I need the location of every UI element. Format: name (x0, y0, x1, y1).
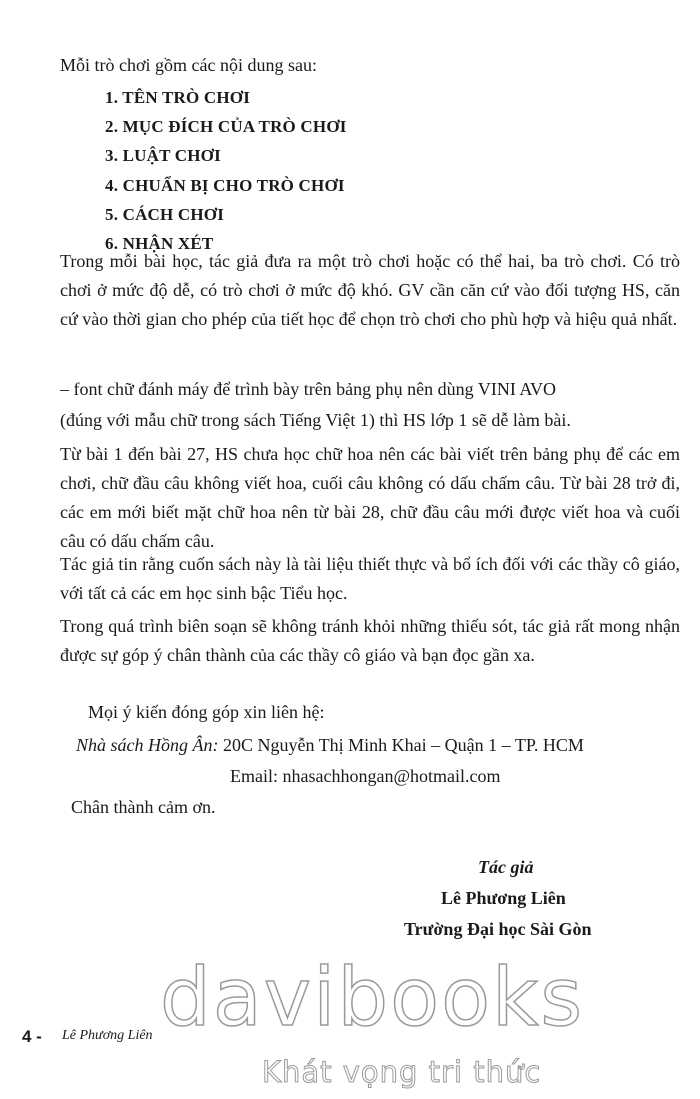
signature-school: Trường Đại học Sài Gòn (404, 919, 592, 939)
list-item: 5. CÁCH CHƠI (105, 204, 225, 224)
running-title: Lê Phương Liên (62, 1028, 153, 1043)
contact-lead: Mọi ý kiến đóng góp xin liên hệ: (88, 702, 325, 722)
signature-name: Lê Phương Liên (441, 888, 566, 908)
page-number: 4 - (22, 1027, 42, 1046)
font-note-line-2: (đúng với mẫu chữ trong sách Tiếng Việt 1) thì HS lớp 1 sẽ dễ làm bài. (60, 410, 571, 430)
list-item: 4. CHUẨN BỊ CHO TRÒ CHƠI (105, 175, 345, 195)
paragraph-feedback: Trong quá trình biên soạn sẽ không tránh khỏi những thiếu sót, tác giả rất mong nhận được sự góp ý chân thành của các thầy cô giáo và bạn đọc gần xa. (60, 616, 680, 665)
list-item: 2. MỤC ĐÍCH CỦA TRÒ CHƠI (105, 117, 347, 137)
watermark-slogan: Khát vọng tri thức (262, 1055, 542, 1089)
paragraph-capital-letters: Từ bài 1 đến bài 27, HS chưa học chữ hoa nên các bài viết trên bảng phụ để các em chơi, chữ đầu câu không viết hoa, cuối câu không có dấu chấm câu. Từ bài 28 trở đi, các em mới biết mặt chữ hoa nên từ bài 28, chữ đầu câu mới được viết hoa và cuối câu có dấu chấm câu. (60, 444, 680, 551)
paragraph-book-usefulness: Tác giả tin rằng cuốn sách này là tài liệu thiết thực và bổ ích đối với các thầy cô giáo, với tất cả các em học sinh bậc Tiểu học. (60, 554, 680, 603)
list-item: 1. TÊN TRÒ CHƠI (105, 88, 251, 107)
contact-address-line (76, 733, 584, 757)
contact-email: Email: nhasachhongan@hotmail.com (230, 766, 501, 786)
signature-role: Tác giả (478, 857, 534, 877)
shop-name: Nhà sách Hồng Ân: (76, 735, 219, 755)
intro-text: Mỗi trò chơi gồm các nội dung sau: (60, 55, 317, 75)
list-item: 3. LUẬT CHƠI (105, 146, 221, 166)
shop-address: 20C Nguyễn Thị Minh Khai – Quận 1 – TP. HCM (223, 735, 584, 755)
content-list (105, 86, 347, 261)
paragraph-games-per-lesson: Trong mỗi bài học, tác giả đưa ra một trò chơi hoặc có thể hai, ba trò chơi. Có trò chơi ở mức độ dễ, có trò chơi ở mức độ khó. GV cần căn cứ vào đối tượng HS, căn cứ vào thời gian cho phép của tiết học để chọn trò chơi cho phù hợp và hiệu quả nhất. (60, 251, 680, 329)
thanks-text: Chân thành cảm ơn. (71, 797, 216, 817)
font-note-line: – font chữ đánh máy để trình bày trên bảng phụ nên dùng VINI AVO (60, 379, 557, 399)
list-item: 6. NHẬN XÉT (105, 233, 214, 253)
watermark-brand: davibooks (160, 951, 585, 1044)
